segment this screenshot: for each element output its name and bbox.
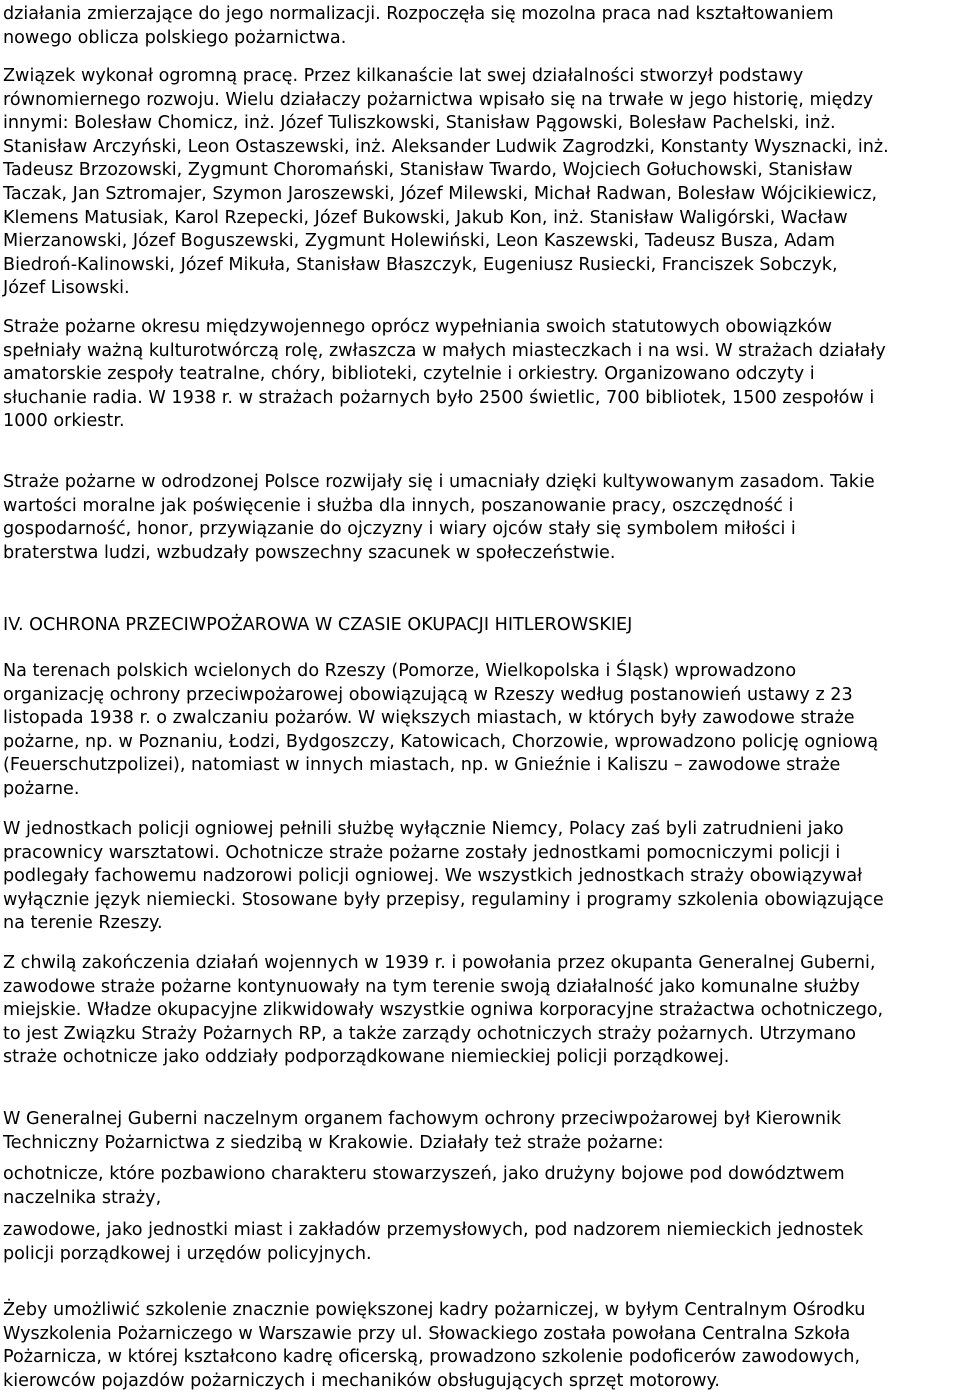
text-line: pracownicy warsztatowi. Ochotnicze straże pożarne zostały jednostkami pomocniczymi policji i — [3, 842, 841, 863]
text-line: 1000 orkiestr. — [3, 411, 125, 432]
text-line: pożarne, np. w Poznaniu, Łodzi, Bydgoszczy, Katowicach, Chorzowie, wprowadzono policję ogniową — [3, 731, 879, 752]
paragraph — [3, 65, 958, 301]
text-line: zawodowe straże pożarne kontynuowały na tym terenie swoją działalność jako komunalne służby — [3, 976, 860, 997]
text-line: amatorskie zespoły teatralne, chóry, biblioteki, czytelnie i orkiestry. Organizowano odczyty i — [3, 364, 815, 385]
text-line: wartości moralne jak poświęcenie i służba dla innych, poszanowanie pracy, oszczędność i — [3, 495, 794, 516]
text-line: nowego oblicza polskiego pożarnictwa. — [3, 27, 347, 48]
paragraph — [3, 471, 958, 565]
text-line: organizację ochrony przeciwpożarowej obowiązującą w Rzeszy według postanowień ustawy z 23 — [3, 684, 853, 705]
paragraph — [3, 1108, 958, 1155]
text-line: działania zmierzające do jego normalizacji. Rozpoczęła się mozolna praca nad kształtowaniem — [3, 4, 834, 24]
text-line: spełniały ważną kulturotwórczą rolę, zwłaszcza w małych miasteczkach i na wsi. W strażach działały — [3, 340, 886, 361]
paragraph — [3, 3, 958, 50]
text-line: straże ochotnicze jako oddziały podporządkowane niemieckiej policji porządkowej. — [3, 1047, 730, 1068]
text-line: Taczak, Jan Sztromajer, Szymon Jaroszewski, Józef Milewski, Michał Radwan, Bolesław Wójcikiewicz, — [3, 183, 878, 204]
text-line: naczelnika straży, — [3, 1187, 162, 1208]
text-line: ochotnicze, które pozbawiono charakteru stowarzyszeń, jako drużyny bojowe pod dowództwem — [3, 1164, 845, 1184]
text-line: miejskie. Władze okupacyjne zlikwidowały wszystkie ogniwa korporacyjne strażactwa ochotniczego, — [3, 1000, 884, 1021]
text-line: kierowców pojazdów pożarniczych i mechaników obsługujących sprzęt motorowy. — [3, 1370, 721, 1391]
text-line: (Feuerschutzpolizei), natomiast w innych miastach, np. w Gnieźnie i Kaliszu – zawodowe straże — [3, 755, 841, 776]
section-heading — [3, 614, 958, 638]
text-line: W jednostkach policji ogniowej pełnili służbę wyłącznie Niemcy, Polacy zaś byli zatrudnieni jako — [3, 819, 844, 839]
paragraph — [3, 316, 958, 434]
paragraph — [3, 1219, 958, 1266]
text-line: Józef Lisowski. — [3, 278, 130, 299]
text-line: Techniczny Pożarnictwa z siedzibą w Krakowie. Działały też straże pożarne: — [3, 1132, 664, 1153]
text-line: IV. OCHRONA PRZECIWPOŻAROWA W CZASIE OKUPACJI HITLEROWSKIEJ — [3, 615, 633, 635]
text-line: Straże pożarne w odrodzonej Polsce rozwijały się i umacniały dzięki kultywowanym zasadom. Takie — [3, 472, 875, 492]
text-line: Pożarnicza, w której kształcono kadrę oficerską, prowadzono szkolenie podoficerów zawodowych, — [3, 1347, 861, 1368]
text-line: W Generalnej Guberni naczelnym organem fachowym ochrony przeciwpożarowej był Kierownik — [3, 1109, 842, 1129]
text-line: Stanisław Arczyński, Leon Ostaszewski, inż. Aleksander Ludwik Zagrodzki, Konstanty Wysznacki, inż. — [3, 136, 889, 157]
text-line: Żeby umożliwić szkolenie znacznie powiększonej kadry pożarniczej, w byłym Centralnym Ośrodku — [3, 1300, 866, 1320]
text-line: Klemens Matusiak, Karol Rzepecki, Józef Bukowski, Jakub Kon, inż. Stanisław Waligórski, Wacław — [3, 207, 848, 228]
paragraph — [3, 1299, 958, 1393]
text-line: innymi: Bolesław Chomicz, inż. Józef Tuliszkowski, Stanisław Pągowski, Bolesław Pachelski, inż. — [3, 113, 836, 134]
text-line: podlegały fachowemu nadzorowi policji ogniowej. We wszystkich jednostkach straży obowiązywał — [3, 866, 863, 887]
text-line: pożarne. — [3, 778, 80, 799]
text-line: Tadeusz Brzozowski, Zygmunt Choromański, Stanisław Twardo, Wojciech Gołuchowski, Stanisław — [3, 160, 853, 181]
text-line: Z chwilą zakończenia działań wojennych w 1939 r. i powołania przez okupanta Generalnej Guberni, — [3, 953, 876, 973]
text-line: Straże pożarne okresu międzywojennego oprócz wypełniania swoich statutowych obowiązków — [3, 317, 833, 337]
text-line: listopada 1938 r. o zwalczaniu pożarów. W większych miastach, w których były zawodowe straże — [3, 708, 855, 729]
text-line: gospodarność, honor, przywiązanie do ojczyzny i wiary ojców stały się symbolem miłości i — [3, 519, 796, 540]
text-line: równomiernego rozwoju. Wielu działaczy pożarnictwa wpisało się na trwałe w jego historię, między — [3, 89, 874, 110]
paragraph — [3, 1163, 958, 1210]
text-line: braterstwa ludzi, wzbudzały powszechny szacunek w społeczeństwie. — [3, 542, 616, 563]
paragraph — [3, 818, 958, 936]
text-line: Mierzanowski, Józef Boguszewski, Zygmunt Holewiński, Leon Kaszewski, Tadeusz Busza, Adam — [3, 231, 836, 252]
paragraph — [3, 660, 958, 802]
text-line: policji porządkowej i urzędów policyjnych. — [3, 1243, 372, 1264]
text-line: słuchanie radia. W 1938 r. w strażach pożarnych było 2500 świetlic, 700 bibliotek, 1500 zespołów i — [3, 387, 875, 408]
text-line: Związek wykonał ogromną pracę. Przez kilkanaście lat swej działalności stworzył podstawy — [3, 66, 804, 86]
text-line: zawodowe, jako jednostki miast i zakładów przemysłowych, pod nadzorem niemieckich jednostek — [3, 1220, 864, 1240]
text-line: Na terenach polskich wcielonych do Rzeszy (Pomorze, Wielkopolska i Śląsk) wprowadzono — [3, 661, 797, 681]
text-line: wyłącznie język niemiecki. Stosowane były przepisy, regulaminy i programy szkolenia obowiązujące — [3, 889, 884, 910]
text-line: to jest Związku Straży Pożarnych RP, a także zarządy ochotniczych straży pożarnych. Utrzymano — [3, 1023, 856, 1044]
text-line: Wyszkolenia Pożarniczego w Warszawie przy ul. Słowackiego została powołana Centralna Szkoła — [3, 1323, 851, 1344]
text-line: na terenie Rzeszy. — [3, 913, 163, 934]
paragraph — [3, 952, 958, 1070]
text-line: Biedroń-Kalinowski, Józef Mikuła, Stanisław Błaszczyk, Eugeniusz Rusiecki, Franciszek Sobczyk, — [3, 254, 838, 275]
